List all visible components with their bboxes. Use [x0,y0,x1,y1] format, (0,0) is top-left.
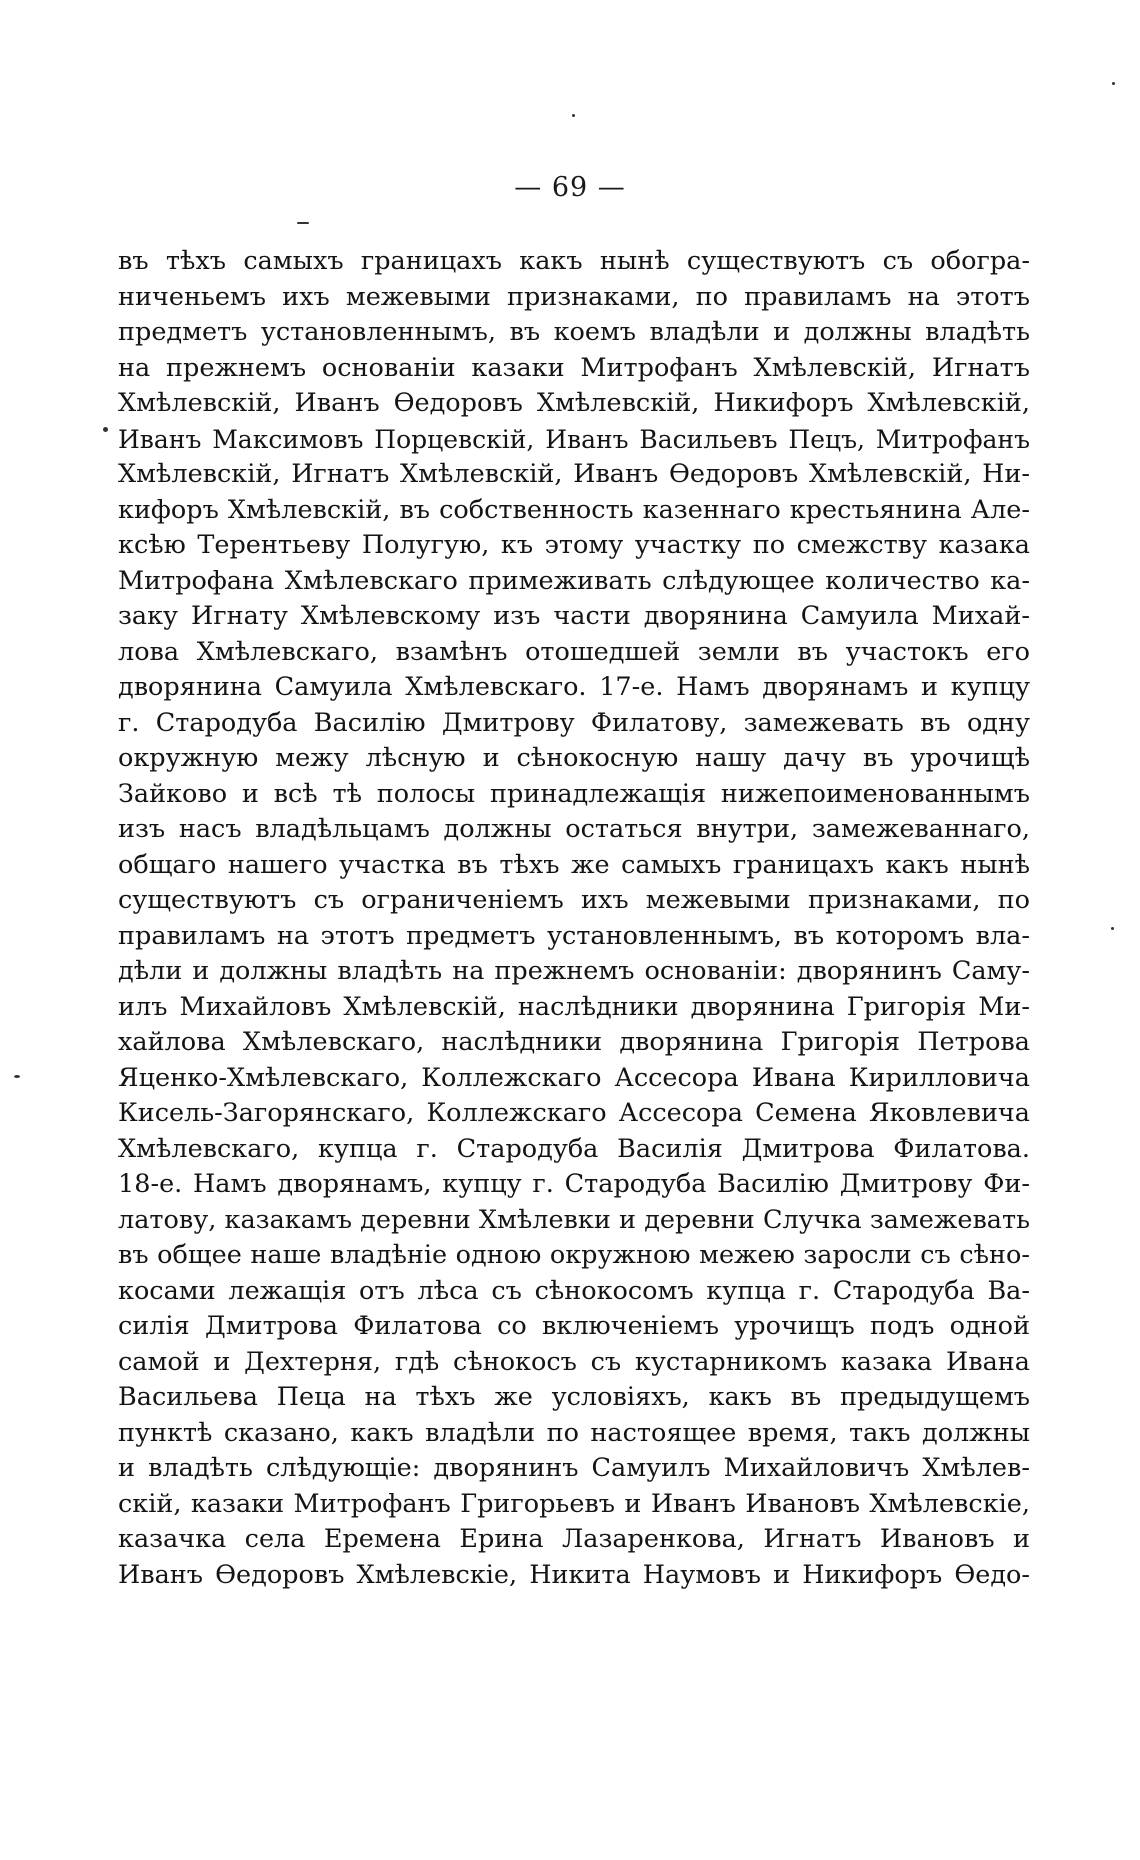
text-line: изъ насъ владѣльцамъ должны остаться внутри, замежеваннаго, [118,814,1030,844]
text-line: существуютъ съ ограниченіемъ ихъ межевыми признаками, по [118,885,1030,915]
text-line: Иванъ Ѳедоровъ Хмѣлевскіе, Никита Наумовъ и Никифоръ Ѳедо- [118,1559,1030,1590]
scan-speck [1111,927,1114,930]
scan-speck [1112,82,1115,85]
text-line: дѣли и должны владѣть на прежнемъ основаніи: дворянинъ Саму- [118,956,1030,986]
body-text [118,244,1030,1593]
scan-speck [572,114,575,117]
text-line: въ тѣхъ самыхъ границахъ какъ нынѣ существуютъ съ обогра- [118,246,1030,276]
text-line: Кисель-Загорянскаго, Коллежскаго Ассесора Семена Яковлевича [118,1098,1030,1128]
text-line: Митрофана Хмѣлевскаго примеживать слѣдующее количество ка- [118,565,1030,596]
scan-speck [14,1075,20,1078]
scan-speck [103,427,108,432]
text-line: 18-е. Намъ дворянамъ, купцу г. Стародуба Василію Дмитрову Фи- [118,1169,1030,1199]
text-line: латову, казакамъ деревни Хмѣлевки и деревни Случка замежевать [118,1204,1030,1235]
text-line: самой и Дехтерня, гдѣ сѣнокосъ съ кустарникомъ казака Ивана [118,1346,1030,1377]
page-number: — 69 — [514,172,626,203]
text-line: ниченьемъ ихъ межевыми признаками, по правиламъ на этотъ [118,281,1030,312]
text-line: г. Стародуба Василію Дмитрову Филатову, замежевать въ одну [118,707,1030,738]
text-line: на прежнемъ основаніи казаки Митрофанъ Хмѣлевскій, Игнатъ [118,352,1030,383]
text-line: хайлова Хмѣлевскаго, наслѣдники дворянина Григорія Петрова [118,1027,1030,1057]
text-line: косами лежащія отъ лѣса съ сѣнокосомъ купца г. Стародуба Ва- [118,1275,1030,1306]
text-line: Иванъ Максимовъ Порцевскій, Иванъ Васильевъ Пецъ, Митрофанъ [118,424,1030,454]
text-line: ксѣю Терентьеву Полугую, къ этому участку по смежству казака [118,530,1030,560]
text-line: силія Дмитрова Филатова со включеніемъ урочищъ подъ одной [118,1311,1030,1341]
text-line: кифоръ Хмѣлевскій, въ собственность казеннаго крестьянина Але- [118,494,1030,525]
text-line: Хмѣлевскій, Иванъ Ѳедоровъ Хмѣлевскій, Никифоръ Хмѣлевскій, [118,388,1030,418]
text-line: дворянина Самуила Хмѣлевскаго. 17-е. Намъ дворянамъ и купцу [118,672,1030,702]
text-line: лова Хмѣлевскаго, взамѣнъ отошедшей земли въ участокъ его [118,636,1030,667]
text-line: и владѣть слѣдующіе: дворянинъ Самуилъ Михайловичъ Хмѣлев- [118,1453,1030,1483]
text-line: Хмѣлевскаго, купца г. Стародуба Василія Дмитрова Филатова. [118,1133,1030,1164]
text-line: предметъ установленнымъ, въ коемъ владѣли и должны владѣть [118,317,1030,347]
text-line: заку Игнату Хмѣлевскому изъ части дворянина Самуила Михай- [118,601,1030,631]
text-line: пунктѣ сказано, какъ владѣли по настоящее время, такъ должны [118,1417,1030,1448]
text-line: окружную межу лѣсную и сѣнокосную нашу дачу въ урочищѣ [118,743,1030,773]
text-line: Яценко-Хмѣлевскаго, Коллежскаго Ассесора Ивана Кирилловича [118,1062,1030,1093]
scan-speck [297,222,309,224]
text-line: казачка села Еремена Ерина Лазаренкова, Игнатъ Ивановъ и [118,1524,1030,1554]
text-line: въ общее наше владѣніе одною окружною межею заросли съ сѣно- [118,1240,1030,1270]
text-line: Зайково и всѣ тѣ полосы принадлежащія нижепоименованнымъ [118,778,1030,809]
text-line: Хмѣлевскій, Игнатъ Хмѣлевскій, Иванъ Ѳедоровъ Хмѣлевскій, Ни- [118,459,1030,489]
text-line: илъ Михайловъ Хмѣлевскій, наслѣдники дворянина Григорія Ми- [118,991,1030,1022]
text-line: правиламъ на этотъ предметъ установленнымъ, въ которомъ вла- [118,920,1030,951]
text-line: общаго нашего участка въ тѣхъ же самыхъ границахъ какъ нынѣ [118,849,1030,880]
text-line: Васильева Пеца на тѣхъ же условіяхъ, какъ въ предыдущемъ [118,1382,1030,1412]
text-line: скій, казаки Митрофанъ Григорьевъ и Иванъ Ивановъ Хмѣлевскіе, [118,1488,1030,1519]
